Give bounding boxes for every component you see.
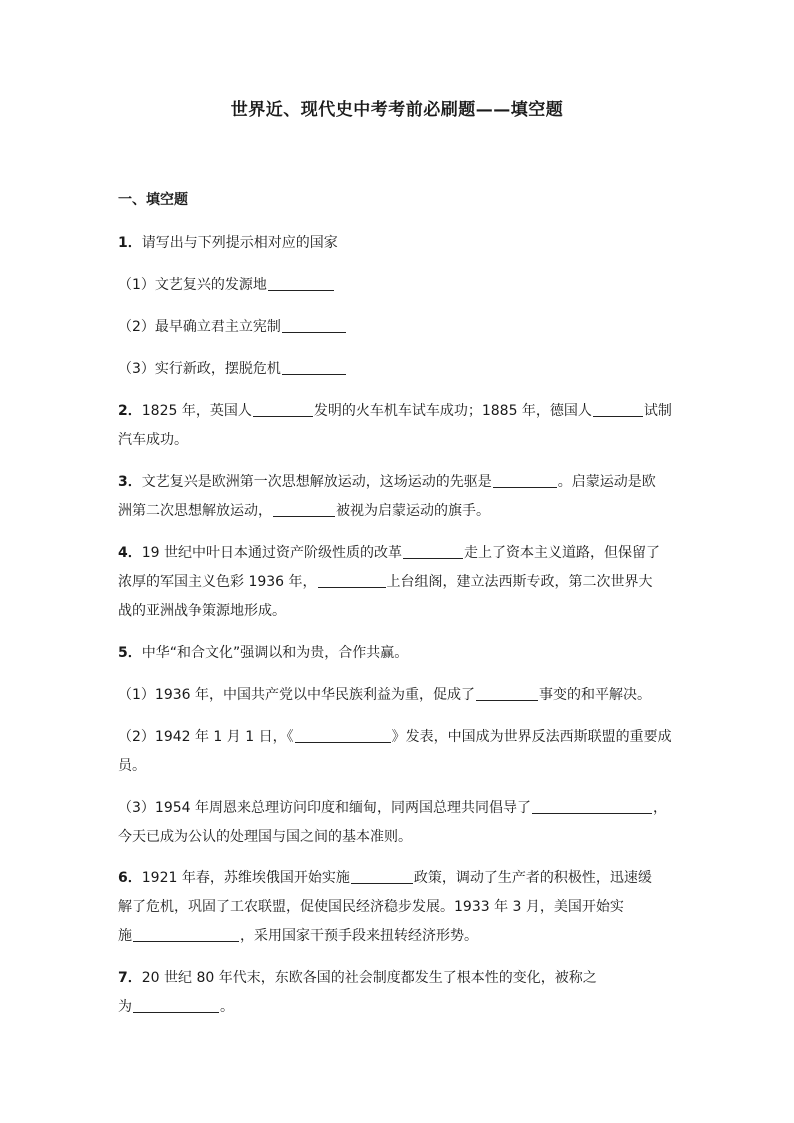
- question-text: 解了危机，巩固了工农联盟，促使国民经济稳步发展。1933 年 3 月，美国开始实: [118, 899, 624, 915]
- question-text: 战的亚洲战争策源地形成。: [118, 603, 286, 619]
- question-text: 政策，调动了生产者的积极性，迅速缓: [413, 870, 652, 886]
- question-text: 施: [118, 928, 132, 944]
- question-text: 洲第二次思想解放运动，: [118, 503, 272, 519]
- answer-blank[interactable]: [133, 998, 219, 1013]
- answer-blank[interactable]: [282, 360, 346, 375]
- answer-blank[interactable]: [351, 869, 413, 884]
- question-5-part-2: [118, 723, 678, 781]
- page-title: 世界近、现代史中考考前必刷题——填空题: [230, 100, 564, 120]
- question-1-part-2: [118, 313, 678, 342]
- question-7: [118, 964, 678, 1022]
- question-text: 被视为启蒙运动的旗手。: [336, 503, 490, 519]
- question-text: 浓厚的军国主义色彩 1936 年，: [118, 574, 317, 590]
- question-text: 汽车成功。: [118, 432, 188, 448]
- answer-blank[interactable]: [593, 402, 643, 417]
- question-number: 6．: [118, 870, 142, 886]
- question-6: [118, 864, 678, 951]
- question-text: 发明的火车机车试车成功；1885 年，德国人: [313, 403, 592, 419]
- question-4: [118, 539, 678, 626]
- question-text: 1921 年春，苏维埃俄国开始实施: [141, 870, 350, 886]
- question-1: [118, 229, 678, 258]
- answer-blank[interactable]: [403, 544, 463, 559]
- part-text: （1）文艺复兴的发源地: [118, 277, 267, 293]
- question-3: [118, 468, 678, 526]
- question-number: 3．: [118, 474, 142, 490]
- part-text: （2）最早确立君主立宪制: [118, 319, 281, 335]
- question-text: 为: [118, 999, 132, 1015]
- part-text: （3）实行新政，摆脱危机: [118, 361, 281, 377]
- part-text: 员。: [118, 758, 146, 774]
- question-text: 文艺复兴是欧洲第一次思想解放运动，这场运动的先驱是: [141, 474, 492, 490]
- question-number: 7．: [118, 970, 142, 986]
- question-text: 1825 年，英国人: [141, 403, 252, 419]
- question-text: 走上了资本主义道路，但保留了: [464, 545, 661, 561]
- question-5-part-1: [118, 681, 678, 710]
- part-text: （2）1942 年 1 月 1 日，《: [118, 729, 294, 745]
- answer-blank[interactable]: [133, 927, 239, 942]
- question-number: 5．: [118, 645, 142, 661]
- question-text: 19 世纪中叶日本通过资产阶级性质的改革: [141, 545, 403, 561]
- part-text: （1）1936 年，中国共产党以中华民族利益为重，促成了: [118, 687, 475, 703]
- answer-blank[interactable]: [532, 799, 652, 814]
- part-text: 》发表，中国成为世界反法西斯联盟的重要成: [391, 729, 672, 745]
- question-5-part-3: [118, 794, 678, 852]
- question-number: 1．: [118, 235, 142, 251]
- answer-blank[interactable]: [282, 318, 346, 333]
- answer-blank[interactable]: [295, 728, 391, 743]
- answer-blank[interactable]: [493, 473, 557, 488]
- question-text: 试制: [643, 403, 672, 419]
- question-text: 20 世纪 80 年代末，东欧各国的社会制度都发生了根本性的变化，被称之: [141, 970, 597, 986]
- question-text: 。启蒙运动是欧: [557, 474, 656, 490]
- question-stem: 中华“和合文化”强调以和为贵，合作共赢。: [141, 645, 409, 661]
- question-text: 。: [220, 999, 234, 1015]
- part-text: （3）1954 年周恩来总理访问印度和缅甸，同两国总理共同倡导了: [118, 800, 531, 816]
- question-text: ，采用国家干预手段来扭转经济形势。: [240, 928, 478, 944]
- question-stem: 请写出与下列提示相对应的国家: [141, 235, 338, 251]
- part-text: 事变的和平解决。: [539, 687, 651, 703]
- question-2: [118, 397, 678, 455]
- part-text: ，: [653, 800, 667, 816]
- answer-blank[interactable]: [273, 502, 335, 517]
- question-text: 上台组阁，建立法西斯专政，第二次世界大: [386, 574, 653, 590]
- part-text: 今天已成为公认的处理国与国之间的基本准则。: [118, 829, 412, 845]
- answer-blank[interactable]: [253, 402, 313, 417]
- question-number: 2．: [118, 403, 142, 419]
- section-heading: 一、填空题: [118, 192, 188, 208]
- question-5: [118, 639, 678, 668]
- answer-blank[interactable]: [268, 276, 334, 291]
- question-number: 4．: [118, 545, 142, 561]
- answer-blank[interactable]: [318, 573, 386, 588]
- question-1-part-3: [118, 355, 678, 384]
- question-1-part-1: [118, 271, 678, 300]
- answer-blank[interactable]: [476, 686, 538, 701]
